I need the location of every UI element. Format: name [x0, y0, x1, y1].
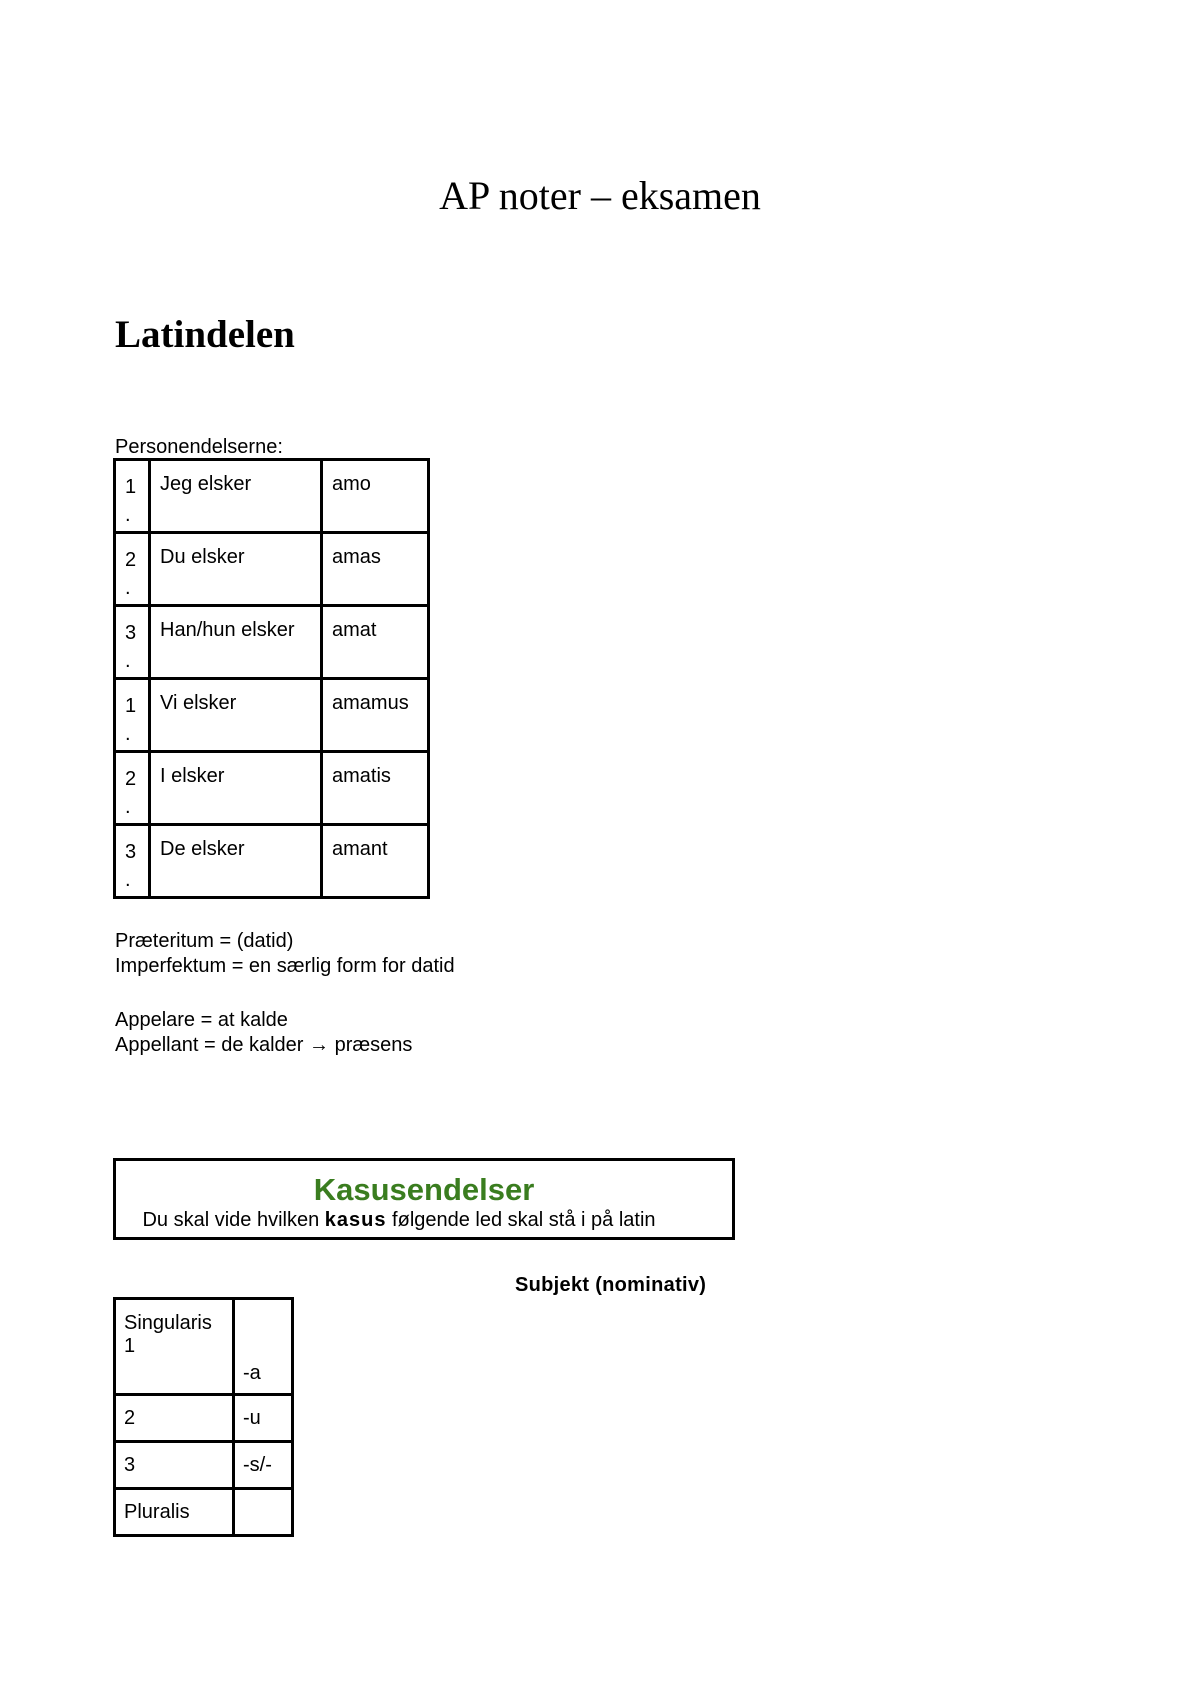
- case-ending-cell: -s/-: [234, 1442, 293, 1489]
- person-number: 2 .: [115, 752, 150, 825]
- person-number: 2 .: [115, 533, 150, 606]
- pronoun-cell: I elsker: [150, 752, 322, 825]
- kasus-title: Kasusendelser: [313, 1172, 535, 1207]
- note-appellant: Appellant = de kalder → præsens: [115, 1034, 413, 1056]
- section-heading: Latindelen: [115, 313, 295, 356]
- case-label-cell: 3: [115, 1442, 234, 1489]
- table-row: [115, 752, 429, 825]
- subjekt-label: Subjekt (nominativ): [515, 1274, 707, 1296]
- note-imperfektum: Imperfektum = en særlig form for datid: [115, 955, 455, 977]
- table-row: [115, 1489, 293, 1536]
- pronoun-cell: De elsker: [150, 825, 322, 898]
- note-praeteritum: Præteritum = (datid): [115, 930, 294, 952]
- kasus-subtitle-before: Du skal vide hvilken: [142, 1209, 325, 1231]
- person-number: 3 .: [115, 825, 150, 898]
- personendelser-label: Personendelserne:: [115, 436, 283, 458]
- table-row: [115, 606, 429, 679]
- pronoun-cell: Vi elsker: [150, 679, 322, 752]
- latin-cell: amo: [322, 460, 429, 533]
- latin-cell: amamus: [322, 679, 429, 752]
- case-label-cell: 2: [115, 1395, 234, 1442]
- latin-cell: amat: [322, 606, 429, 679]
- kasus-subtitle-after: følgende led skal stå i på latin: [386, 1209, 656, 1231]
- latin-cell: amatis: [322, 752, 429, 825]
- table-row: [115, 460, 429, 533]
- person-number: 1 .: [115, 679, 150, 752]
- person-number: 1 .: [115, 460, 150, 533]
- table-row: [115, 1442, 293, 1489]
- table-row: [115, 1299, 293, 1395]
- case-endings-table: [113, 1297, 294, 1537]
- pronoun-cell: Du elsker: [150, 533, 322, 606]
- table-row: [115, 825, 429, 898]
- kasus-subtitle: [116, 1209, 732, 1232]
- kasus-subtitle-bold: kasus: [324, 1209, 387, 1231]
- table-row: [115, 679, 429, 752]
- person-number: 3 .: [115, 606, 150, 679]
- table-row: [115, 533, 429, 606]
- case-label-cell: Pluralis: [115, 1489, 234, 1536]
- note-appelare: Appelare = at kalde: [115, 1009, 288, 1031]
- case-ending-cell: -u: [234, 1395, 293, 1442]
- pronoun-cell: Jeg elsker: [150, 460, 322, 533]
- document-title: AP noter – eksamen: [439, 173, 761, 218]
- case-ending-cell: -a: [234, 1299, 293, 1395]
- kasus-box: [113, 1158, 735, 1240]
- pronoun-cell: Han/hun elsker: [150, 606, 322, 679]
- latin-cell: amas: [322, 533, 429, 606]
- table-row: [115, 1395, 293, 1442]
- case-ending-cell: [234, 1489, 293, 1536]
- personendelser-table: [113, 458, 430, 899]
- latin-cell: amant: [322, 825, 429, 898]
- case-label-cell: Singularis 1: [115, 1299, 234, 1395]
